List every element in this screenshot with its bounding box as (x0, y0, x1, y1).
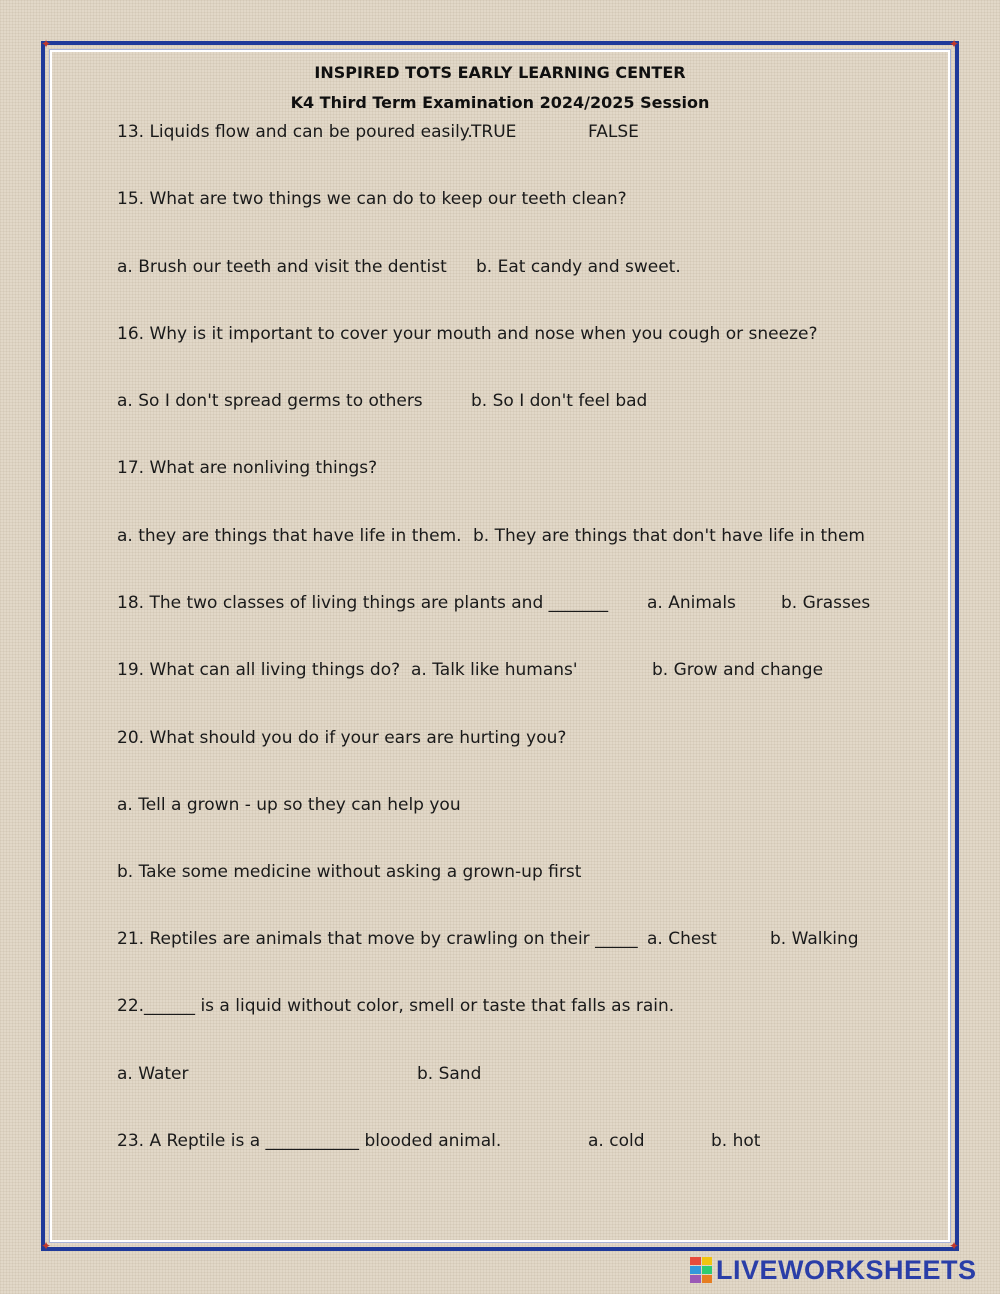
logo-text: LIVEWORKSHEETS (716, 1254, 977, 1285)
q22-option-b[interactable]: b. Sand (417, 1064, 482, 1084)
liveworksheets-logo-icon (690, 1257, 712, 1283)
corner-ornament-icon: ✦ (949, 1239, 960, 1253)
q19-option-a[interactable]: a. Talk like humans' (411, 660, 578, 680)
q16-option-a[interactable]: a. So I don't spread germs to others (117, 391, 423, 411)
q17-option-b[interactable]: b. They are things that don't have life in them (473, 526, 865, 546)
corner-ornament-icon: ✦ (41, 1239, 52, 1253)
question-23: 23. A Reptile is a ___________ blooded animal. (117, 1131, 502, 1151)
question-19: 19. What can all living things do? (117, 660, 401, 680)
exam-title: K4 Third Term Examination 2024/2025 Session (290, 93, 710, 112)
q18-option-a[interactable]: a. Animals (647, 593, 736, 613)
question-18: 18. The two classes of living things are plants and _______ (117, 593, 609, 613)
q22-option-a[interactable]: a. Water (117, 1064, 189, 1084)
q17-option-a[interactable]: a. they are things that have life in them. (117, 526, 462, 546)
q15-option-b[interactable]: b. Eat candy and sweet. (476, 257, 681, 277)
q20-option-b[interactable]: b. Take some medicine without asking a grown-up first (117, 862, 582, 882)
q19-option-b[interactable]: b. Grow and change (652, 660, 824, 680)
question-13: 13. Liquids flow and can be poured easily. (117, 122, 473, 142)
school-name: INSPIRED TOTS EARLY LEARNING CENTER (314, 63, 686, 82)
question-16: 16. Why is it important to cover your mouth and nose when you cough or sneeze? (117, 324, 818, 344)
q15-option-a[interactable]: a. Brush our teeth and visit the dentist (117, 257, 447, 277)
q13-option-true[interactable]: TRUE (471, 122, 517, 142)
q21-option-b[interactable]: b. Walking (770, 929, 859, 949)
question-22: 22.______ is a liquid without color, smell or taste that falls as rain. (117, 996, 675, 1016)
q23-option-b[interactable]: b. hot (711, 1131, 761, 1151)
q21-option-a[interactable]: a. Chest (647, 929, 717, 949)
question-17: 17. What are nonliving things? (117, 458, 378, 478)
corner-ornament-icon: ✦ (949, 37, 960, 51)
q13-option-false[interactable]: FALSE (588, 122, 639, 142)
q20-option-a[interactable]: a. Tell a grown - up so they can help you (117, 795, 461, 815)
question-20: 20. What should you do if your ears are hurting you? (117, 728, 567, 748)
liveworksheets-logo[interactable] (690, 1255, 977, 1285)
q16-option-b[interactable]: b. So I don't feel bad (471, 391, 648, 411)
corner-ornament-icon: ✦ (41, 37, 52, 51)
question-15: 15. What are two things we can do to keep our teeth clean? (117, 189, 627, 209)
question-21: 21. Reptiles are animals that move by crawling on their _____ (117, 929, 638, 949)
q18-option-b[interactable]: b. Grasses (781, 593, 871, 613)
q23-option-a[interactable]: a. cold (588, 1131, 645, 1151)
